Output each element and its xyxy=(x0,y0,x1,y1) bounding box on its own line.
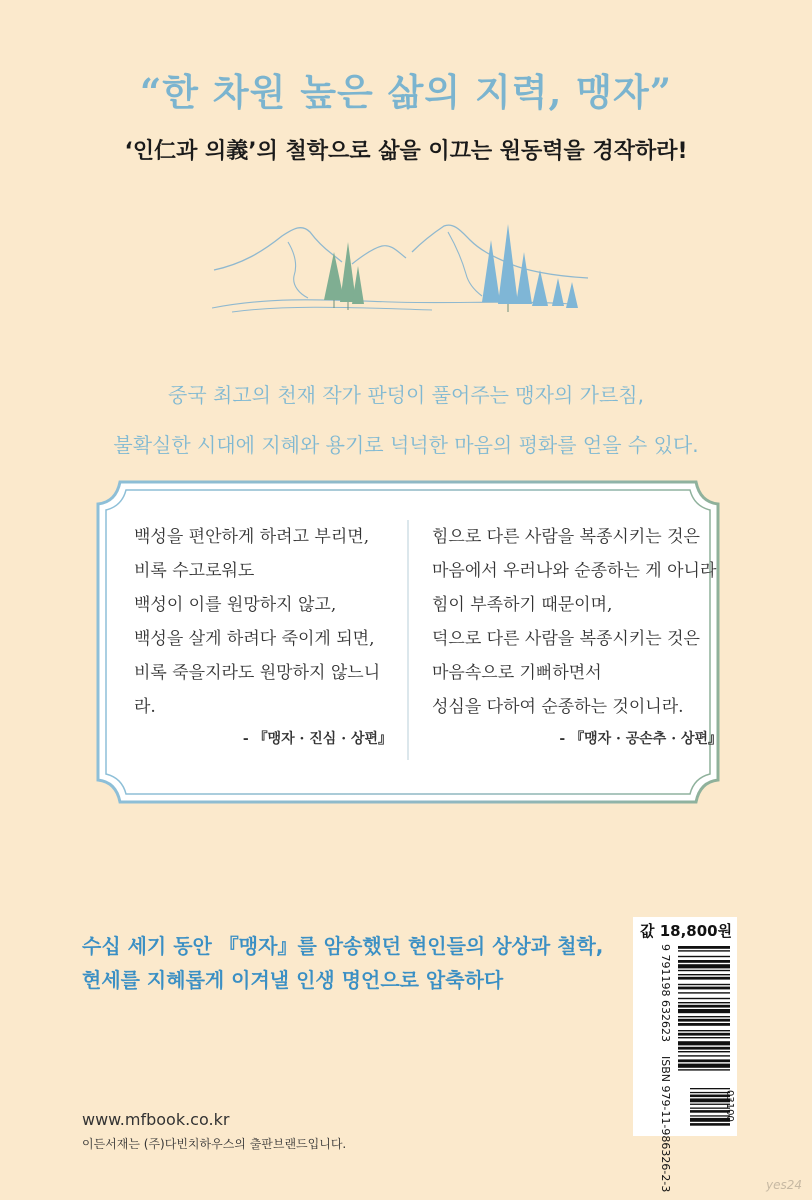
barcode-bar xyxy=(678,1016,730,1017)
barcode-bar xyxy=(678,984,730,985)
quote-line: 덕으로 다른 사람을 복종시키는 것은 xyxy=(432,629,700,649)
book-subtitle: ‘인仁과 의義’의 철학으로 삶을 이끄는 원동력을 경작하라! xyxy=(124,139,688,164)
isbn-number: ISBN 979-11-986326-2-3 xyxy=(659,1055,672,1193)
addon-code: 03100 xyxy=(724,1090,735,1122)
barcode-bar xyxy=(678,1069,730,1070)
quote-line: 힘으로 다른 사람을 복종시키는 것은 xyxy=(432,527,700,547)
barcode-bar xyxy=(678,1019,730,1022)
barcode-bar xyxy=(678,1064,730,1068)
barcode-bar xyxy=(678,1047,730,1050)
quote-line: 성심을 다하여 순종하는 것이니라. xyxy=(432,697,684,717)
publisher-imprint: 이든서재는 (주)다빈치하우스의 출판브랜드입니다. xyxy=(82,1137,347,1151)
quote-source: - 『맹자 · 공손추 · 상편』 xyxy=(559,731,722,747)
barcode-bar xyxy=(678,1023,730,1026)
barcode-bar xyxy=(678,1051,730,1052)
barcode-bar xyxy=(678,964,730,968)
barcode-bar xyxy=(678,1037,730,1038)
publisher-url[interactable]: www.mfbook.co.kr xyxy=(82,1110,230,1129)
barcode-bar xyxy=(678,960,730,963)
quote-line: 백성이 이를 원망하지 않고, xyxy=(134,595,337,615)
quote-line: 비록 수고로워도 xyxy=(134,561,255,581)
barcode-digits: 9 791198 632623 xyxy=(659,944,672,1042)
barcode-bar xyxy=(678,1030,730,1031)
barcode-bar xyxy=(678,1033,730,1036)
barcode-bar xyxy=(678,946,730,949)
barcode-bar xyxy=(678,1041,730,1045)
quote-right xyxy=(432,520,732,756)
book-tagline-title: “한 차원 높은 삶의 지력, 맹자” xyxy=(139,70,672,114)
barcode-bar xyxy=(678,1059,730,1062)
quote-source: - 『맹자 · 진심 · 상편』 xyxy=(242,731,392,747)
quote-line: 비록 죽을지라도 원망하지 않느니라. xyxy=(134,663,381,717)
barcode-bar xyxy=(678,970,730,971)
barcode-bar xyxy=(678,1002,730,1003)
barcode-bar xyxy=(678,974,730,975)
intro-text xyxy=(0,370,812,470)
intro-line: 중국 최고의 천재 작가 판덩이 풀어주는 맹자의 가르침, xyxy=(168,383,644,407)
quote-line: 마음속으로 기뻐하면서 xyxy=(432,663,602,683)
barcode-bar xyxy=(678,950,730,951)
barcode-bar xyxy=(678,1055,730,1056)
bottom-tagline: 현세를 지혜롭게 이겨낼 인생 명언으로 압축하다 xyxy=(82,968,504,992)
mountain-illustration xyxy=(212,212,592,322)
watermark-logo: yes24 xyxy=(765,1178,802,1192)
quote-line: 백성을 편안하게 하려고 부리면, xyxy=(134,527,370,547)
price-label: 값 18,800원 xyxy=(640,922,733,940)
barcode-bar xyxy=(678,977,730,980)
isbn-text xyxy=(659,944,672,1192)
quote-line: 마음에서 우러나와 순종하는 게 아니라 xyxy=(432,561,717,581)
bottom-tagline: 수십 세기 동안 『맹자』를 암송했던 현인들의 상상과 철학, xyxy=(82,934,604,958)
barcode-bar xyxy=(678,992,730,993)
addon-barcode-bar xyxy=(690,1123,730,1126)
quote-left xyxy=(134,520,394,756)
barcode-bar xyxy=(678,1005,730,1008)
barcode-bar xyxy=(678,998,730,999)
barcode-bar xyxy=(678,987,730,990)
quote-line: 힘이 부족하기 때문이며, xyxy=(432,595,613,615)
quote-line: 백성을 살게 하려다 죽이게 되면, xyxy=(134,629,375,649)
barcode-bar xyxy=(678,1009,730,1013)
barcode-bar xyxy=(678,956,730,957)
intro-line: 불확실한 시대에 지혜와 용기로 넉넉한 마음의 평화를 얻을 수 있다. xyxy=(113,433,699,457)
